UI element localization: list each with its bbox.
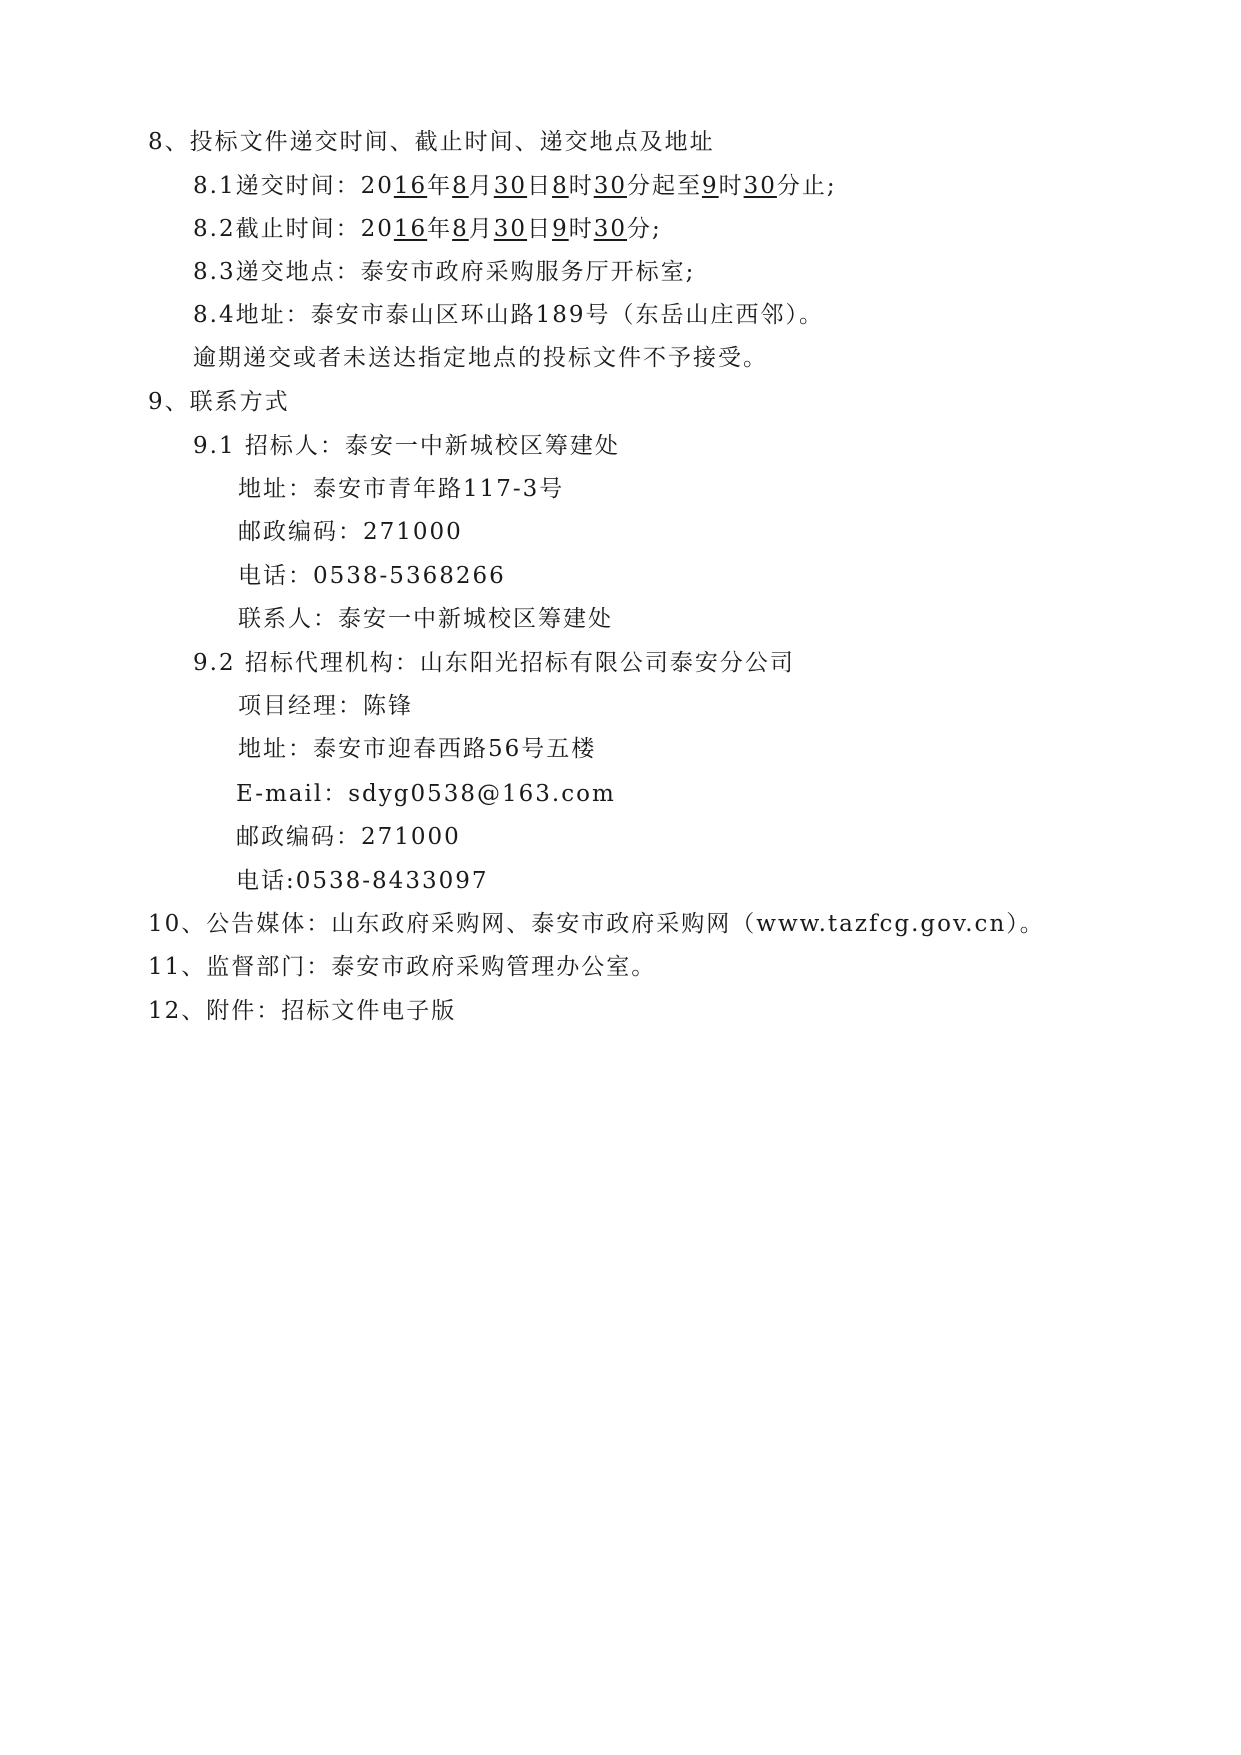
section-11-supervision: 11、监督部门：泰安市政府采购管理办公室。 [148,954,657,980]
submission-start-minute: 30 [593,173,627,199]
submission-start-hour: 8 [552,173,569,199]
day-char: 日 [527,173,553,199]
deadline-hour: 9 [552,216,569,242]
agency-title: 9.2 招标代理机构：山东阳光招标有限公司泰安分公司 [193,650,795,676]
deadline-line [193,214,662,244]
late-submission-note: 逾期递交或者未送达指定地点的投标文件不予接受。 [193,345,768,371]
day-char: 日 [527,216,553,242]
agency-email: E-mail：sdyg0538@163.com [236,781,616,807]
year-char: 年 [427,173,453,199]
submission-address: 8.4地址：泰安市泰山区环山路189号（东岳山庄西邻）。 [193,302,824,328]
hour-char: 时 [718,173,744,199]
hour-char: 时 [568,173,594,199]
tenderer-contact: 联系人：泰安一中新城校区筹建处 [238,606,613,632]
submission-year-prefix: 20 [360,173,394,199]
start-to-text: 分起至 [626,173,702,199]
tenderer-title: 9.1 招标人：泰安一中新城校区筹建处 [193,433,620,459]
hour-char: 时 [568,216,594,242]
deadline-month: 8 [452,216,469,242]
submission-year: 16 [393,173,428,199]
end-text: 分; [626,216,662,242]
tenderer-address: 地址：泰安市青年路117-3号 [238,476,565,502]
submission-time-label: 8.1递交时间： [193,173,361,199]
section-9-heading: 9、联系方式 [148,389,290,415]
month-char: 月 [468,216,494,242]
section-10-media: 10、公告媒体：山东政府采购网、泰安市政府采购网（www.tazfcg.gov.cn）。 [148,911,1045,937]
deadline-year-prefix: 20 [360,216,394,242]
agency-manager: 项目经理：陈锋 [238,693,413,719]
submission-time-line [193,171,837,201]
year-char: 年 [427,216,453,242]
section-8-heading: 8、投标文件递交时间、截止时间、递交地点及地址 [148,129,715,155]
deadline-year: 16 [393,216,428,242]
deadline-label: 8.2截止时间： [193,216,361,242]
deadline-day: 30 [493,216,528,242]
submission-day: 30 [493,173,528,199]
agency-postcode: 邮政编码：271000 [236,824,461,850]
tenderer-phone: 电话：0538-5368266 [238,563,506,589]
tenderer-postcode: 邮政编码：271000 [238,519,463,545]
submission-end-hour: 9 [701,173,719,199]
month-char: 月 [468,173,494,199]
section-12-attachment: 12、附件：招标文件电子版 [148,998,457,1024]
submission-place: 8.3递交地点：泰安市政府采购服务厅开标室; [193,259,696,285]
submission-end-minute: 30 [743,173,777,199]
agency-phone: 电话:0538-8433097 [236,868,489,894]
deadline-minute: 30 [593,216,627,242]
end-text: 分止; [776,173,837,199]
agency-address: 地址：泰安市迎春西路56号五楼 [238,736,597,762]
submission-month: 8 [452,173,469,199]
